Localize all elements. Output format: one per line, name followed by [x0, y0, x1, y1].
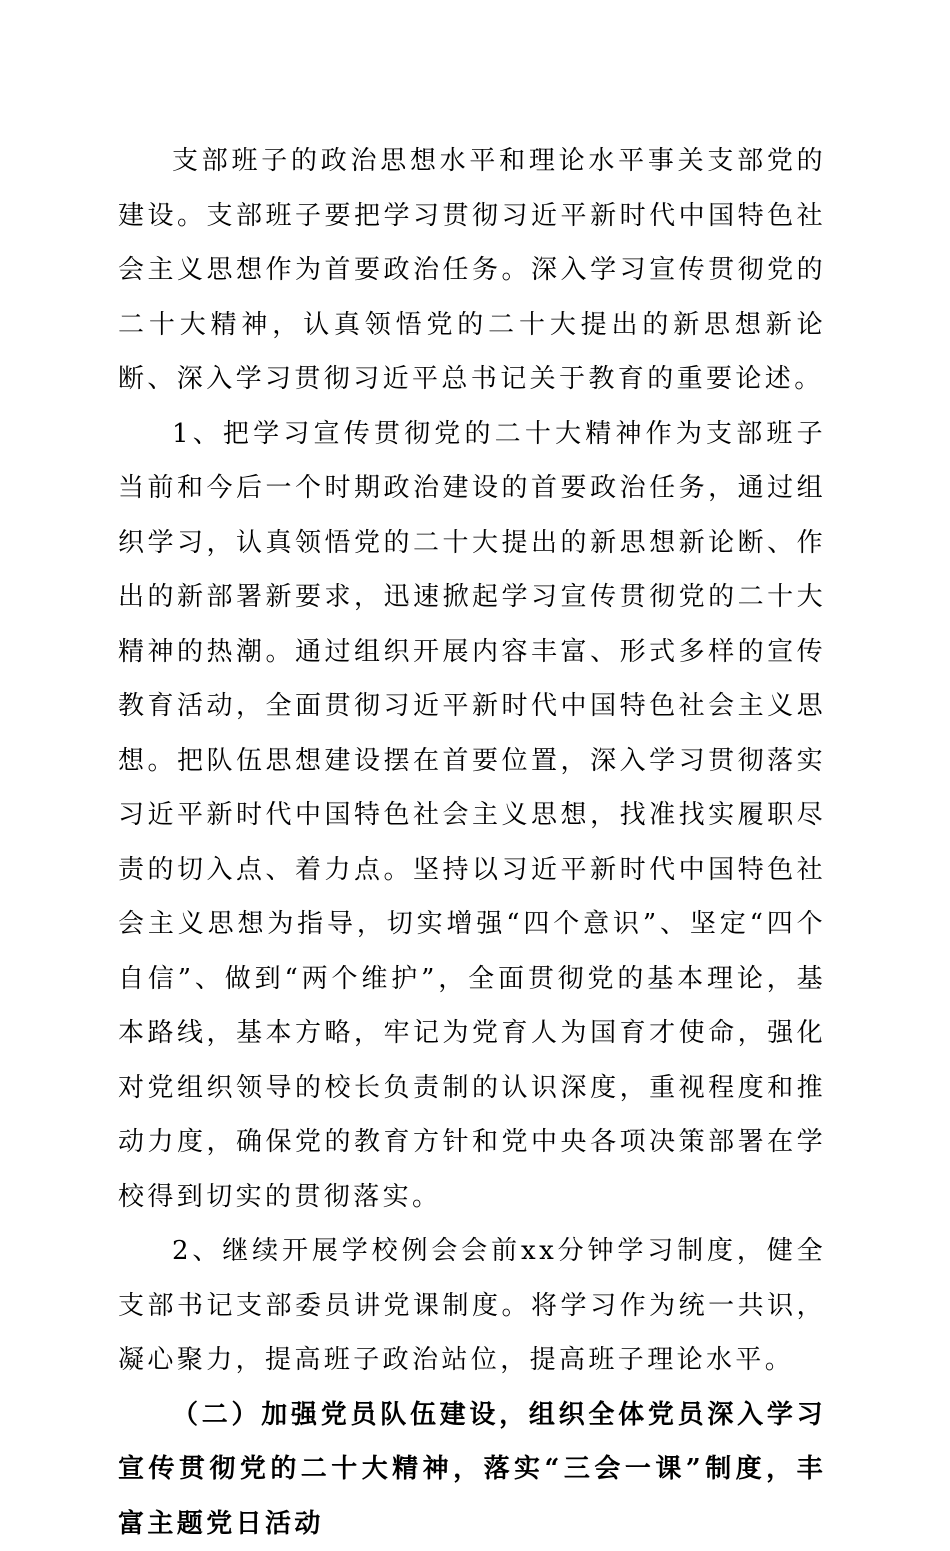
section-heading-2: （二）加强党员队伍建设，组织全体党员深入学习宣传贯彻党的二十大精神，落实“三会一课”制度，丰富主题党日活动	[118, 1388, 826, 1551]
paragraph-item-1: 1、把学习宣传贯彻党的二十大精神作为支部班子当前和今后一个时期政治建设的首要政治任务，通过组织学习，认真领悟党的二十大提出的新思想新论断、作出的新部署新要求，迅速掀起学习宣传贯彻党的二十大精神的热潮。通过组织开展内容丰富、形式多样的宣传教育活动，全面贯彻习近平新时代中国特色社会主义思想。把队伍思想建设摆在首要位置，深入学习贯彻落实习近平新时代中国特色社会主义思想，找准找实履职尽责的切入点、着力点。坚持以习近平新时代中国特色社会主义思想为指导，切实增强“四个意识”、坚定“四个自信”、做到“两个维护”，全面贯彻党的基本理论，基本路线，基本方略，牢记为党育人为国育才使命，强化对党组织领导的校长负责制的认识深度，重视程度和推动力度，确保党的教育方针和党中央各项决策部署在学校得到切实的贯彻落实。	[118, 407, 826, 1225]
paragraph-item-2: 2、继续开展学校例会会前xx分钟学习制度，健全支部书记支部委员讲党课制度。将学习作为统一共识，凝心聚力，提高班子政治站位，提高班子理论水平。	[118, 1224, 826, 1388]
document-body	[118, 134, 826, 1551]
paragraph-intro: 支部班子的政治思想水平和理论水平事关支部党的建设。支部班子要把学习贯彻习近平新时代中国特色社会主义思想作为首要政治任务。深入学习宣传贯彻党的二十大精神，认真领悟党的二十大提出的新思想新论断、深入学习贯彻习近平总书记关于教育的重要论述。	[118, 134, 826, 407]
